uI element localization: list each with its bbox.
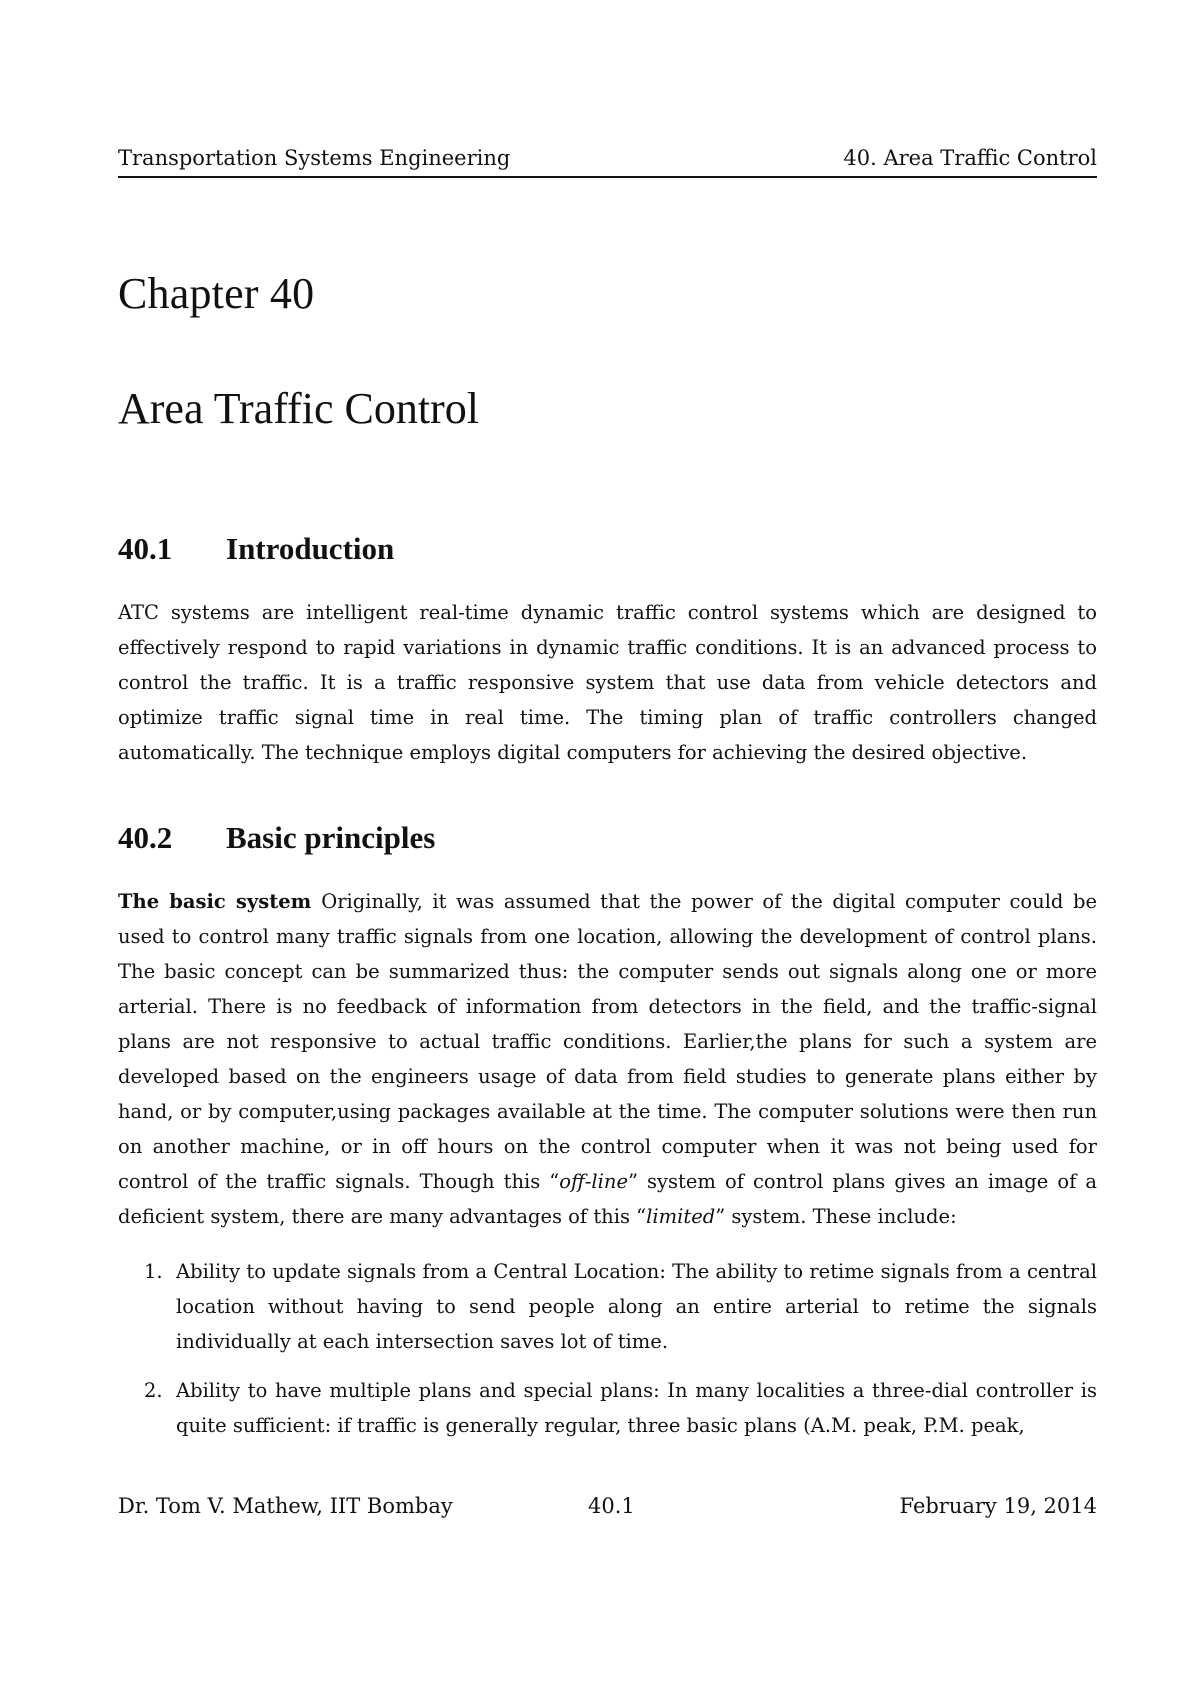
list-item: [118, 1373, 1097, 1443]
basic-system-paragraph: [118, 884, 1097, 1234]
section-title: Introduction: [226, 531, 395, 566]
emphasis-limited: limited: [646, 1205, 716, 1228]
header-chapter-title: 40. Area Traffic Control: [843, 146, 1097, 170]
paragraph-text-b: ” system of control plans gives an image of a deficient system, there are many advantages of this “: [118, 1170, 1097, 1228]
section-number: 40.1: [118, 531, 173, 566]
header-book-title: Transportation Systems Engineering: [118, 146, 511, 170]
paragraph-text-c: ” system. These include:: [715, 1205, 957, 1228]
section-heading-introduction: [118, 531, 394, 567]
footer-date: February 19, 2014: [899, 1494, 1097, 1518]
section-title: Basic principles: [226, 820, 436, 855]
list-item-text: Ability to update signals from a Central Location: The ability to retime signals from a central location without having to send people along an entire arterial to retime the signals individually at each intersection saves lot of time.: [176, 1260, 1097, 1353]
run-in-heading: The basic system: [118, 890, 312, 913]
footer-author: Dr. Tom V. Mathew, IIT Bombay: [118, 1494, 453, 1518]
advantages-list: [118, 1254, 1097, 1457]
chapter-label: Chapter 40: [118, 269, 315, 318]
list-marker: 1.: [144, 1260, 163, 1283]
introduction-paragraph: ATC systems are intelligent real-time dynamic traffic control systems which are designed to effectively respond to rapid variations in dynamic traffic conditions. It is an advanced process to control the traffic. It is a traffic responsive system that use data from vehicle detectors and optimize traffic signal time in real time. The timing plan of traffic controllers changed automatically. The technique employs digital computers for achieving the desired objective.: [118, 601, 1097, 764]
section-number: 40.2: [118, 820, 173, 855]
list-marker: 2.: [144, 1379, 163, 1402]
list-item: [118, 1254, 1097, 1359]
emphasis-off-line: off-line: [559, 1170, 628, 1193]
chapter-title: Area Traffic Control: [118, 384, 479, 433]
list-item-text: Ability to have multiple plans and special plans: In many localities a three-dial controller is quite sufficient: if traffic is generally regular, three basic plans (A.M. peak, P.M. peak,: [176, 1379, 1097, 1437]
running-header: [118, 146, 1097, 178]
paragraph-text-a: Originally, it was assumed that the power of the digital computer could be used to control many traffic signals from one location, allowing the development of control plans. The basic concept can be summarized thus: the computer sends out signals along one or more arterial. There is no feedback of information from detectors in the field, and the traffic-signal plans are not responsive to actual traffic conditions. Earlier,the plans for such a system are developed based on the engineers usage of data from field studies to generate plans either by hand, or by computer,using packages available at the time. The computer solutions were then run on another machine, or in off hours on the control computer when it was not being used for control of the traffic signals. Though this “: [118, 890, 1097, 1193]
section-heading-basic-principles: [118, 820, 435, 856]
footer-page-number: 40.1: [588, 1494, 635, 1518]
